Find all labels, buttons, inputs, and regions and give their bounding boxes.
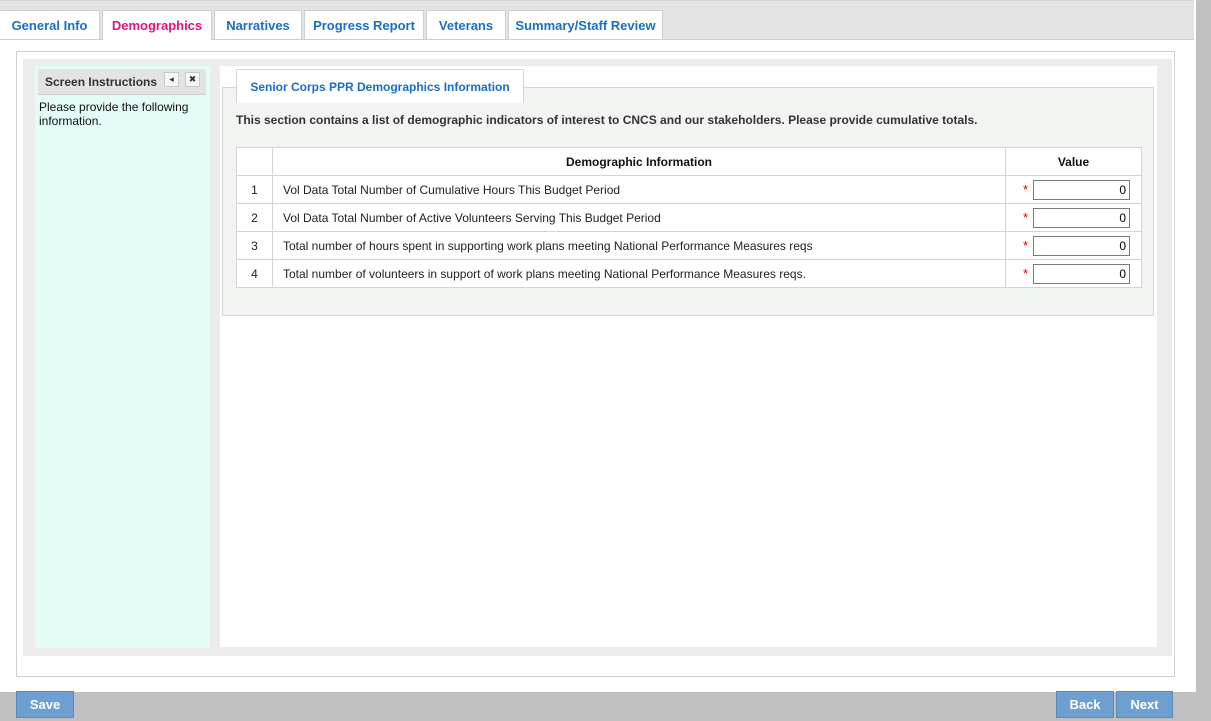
tab-summary-staff-review[interactable]: Summary/Staff Review: [508, 10, 663, 39]
tab-narratives[interactable]: Narratives: [214, 10, 302, 39]
row-description: Total number of hours spent in supporting work plans meeting National Performance Measures reqs: [273, 232, 1006, 260]
tab-demographics[interactable]: Demographics: [102, 10, 212, 40]
next-button[interactable]: Next: [1116, 691, 1173, 718]
row-number: 4: [237, 260, 273, 288]
row-description: Vol Data Total Number of Cumulative Hours This Budget Period: [273, 176, 1006, 204]
required-marker: *: [1022, 182, 1028, 197]
header-value: Value: [1006, 148, 1142, 176]
collapse-left-icon[interactable]: ◂: [164, 72, 179, 87]
table-row: [237, 260, 1142, 288]
tab-general-info[interactable]: General Info: [0, 10, 100, 39]
required-marker: *: [1022, 210, 1028, 225]
instructions-title: Screen Instructions: [45, 75, 158, 89]
section-description: This section contains a list of demographic indicators of interest to CNCS and our stakeholders. Please provide cumulative totals.: [236, 113, 978, 127]
header-demographic-information: Demographic Information: [273, 148, 1006, 176]
tab-bar: [0, 0, 1194, 40]
row-number: 3: [237, 232, 273, 260]
header-num: [237, 148, 273, 176]
value-input[interactable]: [1033, 180, 1130, 200]
table-header-row: [237, 148, 1142, 176]
save-button[interactable]: Save: [16, 691, 74, 718]
required-marker: *: [1022, 266, 1028, 281]
row-description: Vol Data Total Number of Active Volunteers Serving This Budget Period: [273, 204, 1006, 232]
value-input[interactable]: [1033, 236, 1130, 256]
row-number: 1: [237, 176, 273, 204]
back-button[interactable]: Back: [1056, 691, 1114, 718]
close-icon[interactable]: ✖: [185, 72, 200, 87]
instructions-text: Please provide the following information.: [39, 100, 189, 128]
instructions-header: [38, 69, 206, 95]
tab-progress-report[interactable]: Progress Report: [304, 10, 424, 39]
table-row: [237, 204, 1142, 232]
instructions-panel: [35, 66, 210, 648]
demographics-table: [236, 147, 1142, 288]
table-row: [237, 176, 1142, 204]
table-row: [237, 232, 1142, 260]
required-marker: *: [1022, 238, 1028, 253]
value-input[interactable]: [1033, 264, 1130, 284]
value-input[interactable]: [1033, 208, 1130, 228]
section-tab[interactable]: Senior Corps PPR Demographics Information: [236, 69, 524, 103]
row-description: Total number of volunteers in support of work plans meeting National Performance Measures reqs.: [273, 260, 1006, 288]
tab-veterans[interactable]: Veterans: [426, 10, 506, 39]
row-number: 2: [237, 204, 273, 232]
